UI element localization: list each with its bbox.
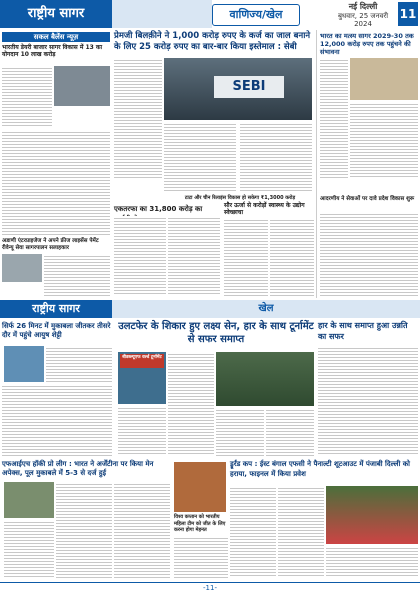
- sports-left-text-2: [2, 384, 112, 456]
- lower-left-text-1: [56, 482, 112, 578]
- section-title: वाणिज्य/खेल: [212, 4, 300, 26]
- hockey-photo: [4, 482, 54, 518]
- main-article-col-3: [240, 122, 312, 192]
- center-article-col-2: [168, 216, 220, 296]
- sports-left-headline: सिर्फ 26 मिनट में मुकाबला जीतकर तीसरे दौर में पहुंचे आयुष शेट्टी: [2, 322, 111, 339]
- right-article-col-1: [320, 58, 348, 178]
- page-footer: -11-: [0, 582, 420, 595]
- right-headline: भारत का मत्स्य सागर 2029-30 तक 12,000 करोड़ रुपए तक पहुंचने की संभावना: [320, 32, 414, 56]
- lower-right-text-3: [326, 546, 418, 578]
- main-article-col-2: [164, 122, 236, 192]
- lakshya-sen-photo: [118, 352, 166, 404]
- center-article-col-1: [114, 216, 166, 296]
- sports-main-col-1: [168, 352, 214, 456]
- center-sub-headline-2: एकतरफा का 31,800 करोड़ का: [114, 205, 203, 213]
- sports-main-headline: उलटफेर के शिकार हुए लक्ष्य सेन, हार के साथ टूर्नामेंट से सफर समाप्त: [118, 321, 314, 345]
- lower-left-text-3: [114, 482, 170, 578]
- right-sub-article-col-2: [270, 218, 314, 296]
- lower-right-text-1: [230, 486, 276, 578]
- badminton-player-photo: [4, 346, 44, 382]
- football-photo: [326, 486, 418, 544]
- sports-right-headline: हार के साथ समाप्त हुआ उन्नति का सफर: [318, 321, 408, 341]
- sports-main-col-3: [266, 408, 314, 456]
- sports-section-label: राष्ट्रीय सागर: [0, 300, 112, 318]
- main-headline: प्रेमजी बिलक़ीने ने 1,000 करोड़ रुपए के कर्ज का जाल बनाने के लिए 25 करोड़ रुपए का बार-बार किया इस्तेमाल : सेबी: [114, 31, 311, 52]
- lower-right-text-2: [278, 486, 324, 578]
- edition-label: नई दिल्ली: [348, 2, 378, 11]
- masthead-band: [112, 0, 212, 28]
- lower-left-headline: एफआईएच हॉकी प्रो लीग : भारत ने अर्जेंटीना पर किया मेन अपेक्स, पूल मुकाबले में 5-3 से दर्ज हुई: [2, 460, 154, 477]
- badminton-court-photo: [216, 352, 314, 406]
- women-team-photo: [174, 462, 226, 512]
- lower-mid-text: [174, 536, 228, 578]
- right-sub-headline: सौर ऊर्जा से करोड़ों स्वास्थ्य के उद्योग स्वेच्छाचा: [224, 202, 305, 216]
- left-article-text-3: [44, 254, 110, 296]
- sports-section-title: खेल: [112, 300, 420, 318]
- dateline-block: [330, 2, 396, 26]
- left-box-title: सकल बैलेंस न्यूज़: [2, 32, 110, 42]
- sports-right-text: [318, 346, 418, 456]
- photo-badge: बीडब्ल्यूएफ वर्ल्ड टूर्नामेंट: [120, 354, 164, 368]
- left-article-text-2: [2, 130, 110, 236]
- left-article-text: [2, 66, 52, 128]
- center-sub-headline: टाटा और चीन रिलाइंस विकास हो सकेगा ₹1,3000 करोड़: [184, 195, 296, 201]
- sports-left-text-1: [46, 346, 112, 382]
- lower-right-headline: ड्रूर्रंड कप : ईस्ट बंगाल एफसी ने पैनाल्टी शूटआउट में पंजाबी दिल्ली को हराया, फाइनल में किया प्रवेश: [230, 460, 410, 478]
- temple-photo: [54, 66, 110, 106]
- right-article-col-3: [320, 212, 418, 296]
- sebi-logo: SEBI: [214, 76, 284, 98]
- lower-left-text-2: [4, 520, 54, 578]
- sports-main-col-2: [216, 408, 264, 456]
- main-article-col-1: [114, 58, 162, 178]
- column-divider: [316, 30, 317, 298]
- paper-name: राष्ट्रीय सागर: [0, 0, 112, 28]
- left-sub-headline: अडाणी एंटरप्राइजेज ने अपने फ्रीज लाइसेंस पेमेंट रीवेन्यू सेवा सागरपालन सलाहकार: [2, 238, 99, 251]
- fish-market-photo: [350, 58, 418, 100]
- dateline: बुधवार, 25 जनवरी 2024: [337, 12, 389, 28]
- person-photo: [2, 254, 42, 282]
- sebi-building-photo: [164, 58, 312, 120]
- left-headline: भारतीय डेयरी बाजार सागर विकास में 13 का योगदान 10 लाख करोड़: [2, 44, 103, 58]
- sports-main-col-0: [118, 406, 166, 456]
- lower-mid-headline: विश्व कप्तान को भारतीय महिला टीम को जीत के लिए करना होगा मेहनत: [174, 514, 226, 533]
- right-col-headline: आदरणीय ने सेवाओं पर दावे प्रदेश विकास शुरू: [320, 196, 415, 202]
- page-number: 11: [398, 2, 418, 26]
- right-sub-article-col-1: [224, 218, 268, 296]
- right-article-col-2: [350, 102, 418, 178]
